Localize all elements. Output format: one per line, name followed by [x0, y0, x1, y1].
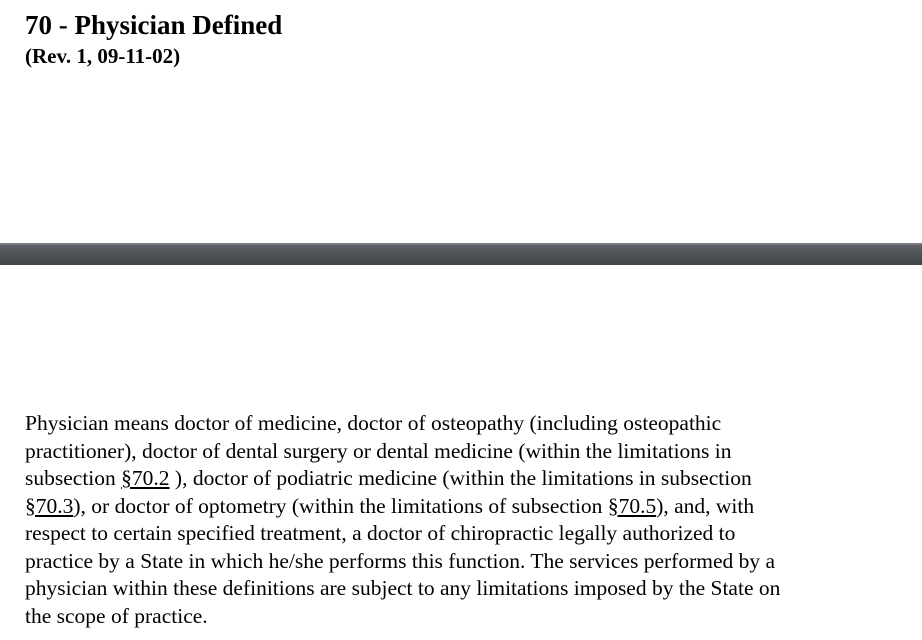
- paragraph-line: [25, 603, 895, 631]
- text-segment: practitioner), doctor of dental surgery or dental medicine (within the limitations in: [25, 438, 732, 463]
- page-break-separator: [0, 243, 922, 265]
- text-segment: Physician means doctor of medicine, doctor of osteopathy (including osteopathic: [25, 411, 722, 435]
- paragraph-line: [25, 548, 895, 576]
- paragraph-line: [25, 520, 895, 548]
- revision-note: (Rev. 1, 09-11-02): [25, 44, 181, 68]
- paragraph-line: [25, 465, 895, 493]
- section-70-5-link[interactable]: §70.5: [607, 493, 657, 518]
- page-break-highlight: [0, 243, 922, 245]
- paragraph-line: [25, 493, 895, 521]
- text-segment: the scope of practice.: [25, 603, 208, 628]
- text-segment: practice by a State in which he/she performs this function. The services performed by a: [25, 548, 776, 573]
- text-segment: ), doctor of podiatric medicine (within the limitations in subsection: [169, 466, 752, 490]
- text-segment: physician within these definitions are subject to any limitations imposed by the State on: [25, 576, 781, 600]
- text-segment: subsection: [25, 466, 122, 490]
- paragraph-line: [25, 410, 895, 438]
- text-segment: respect to certain specified treatment, a doctor of chiropractic legally authorized to: [25, 521, 736, 545]
- section-70-3-link[interactable]: §70.3: [25, 493, 74, 518]
- section-heading: 70 - Physician Defined: [25, 10, 283, 40]
- definition-paragraph: [25, 410, 895, 630]
- paragraph-line: [25, 438, 895, 466]
- section-70-2-link[interactable]: §70.2: [121, 466, 170, 490]
- text-segment: ), or doctor of optometry (within the limitations of subsection: [73, 493, 608, 518]
- paragraph-line: [25, 575, 895, 603]
- text-segment: ), and, with: [656, 493, 755, 518]
